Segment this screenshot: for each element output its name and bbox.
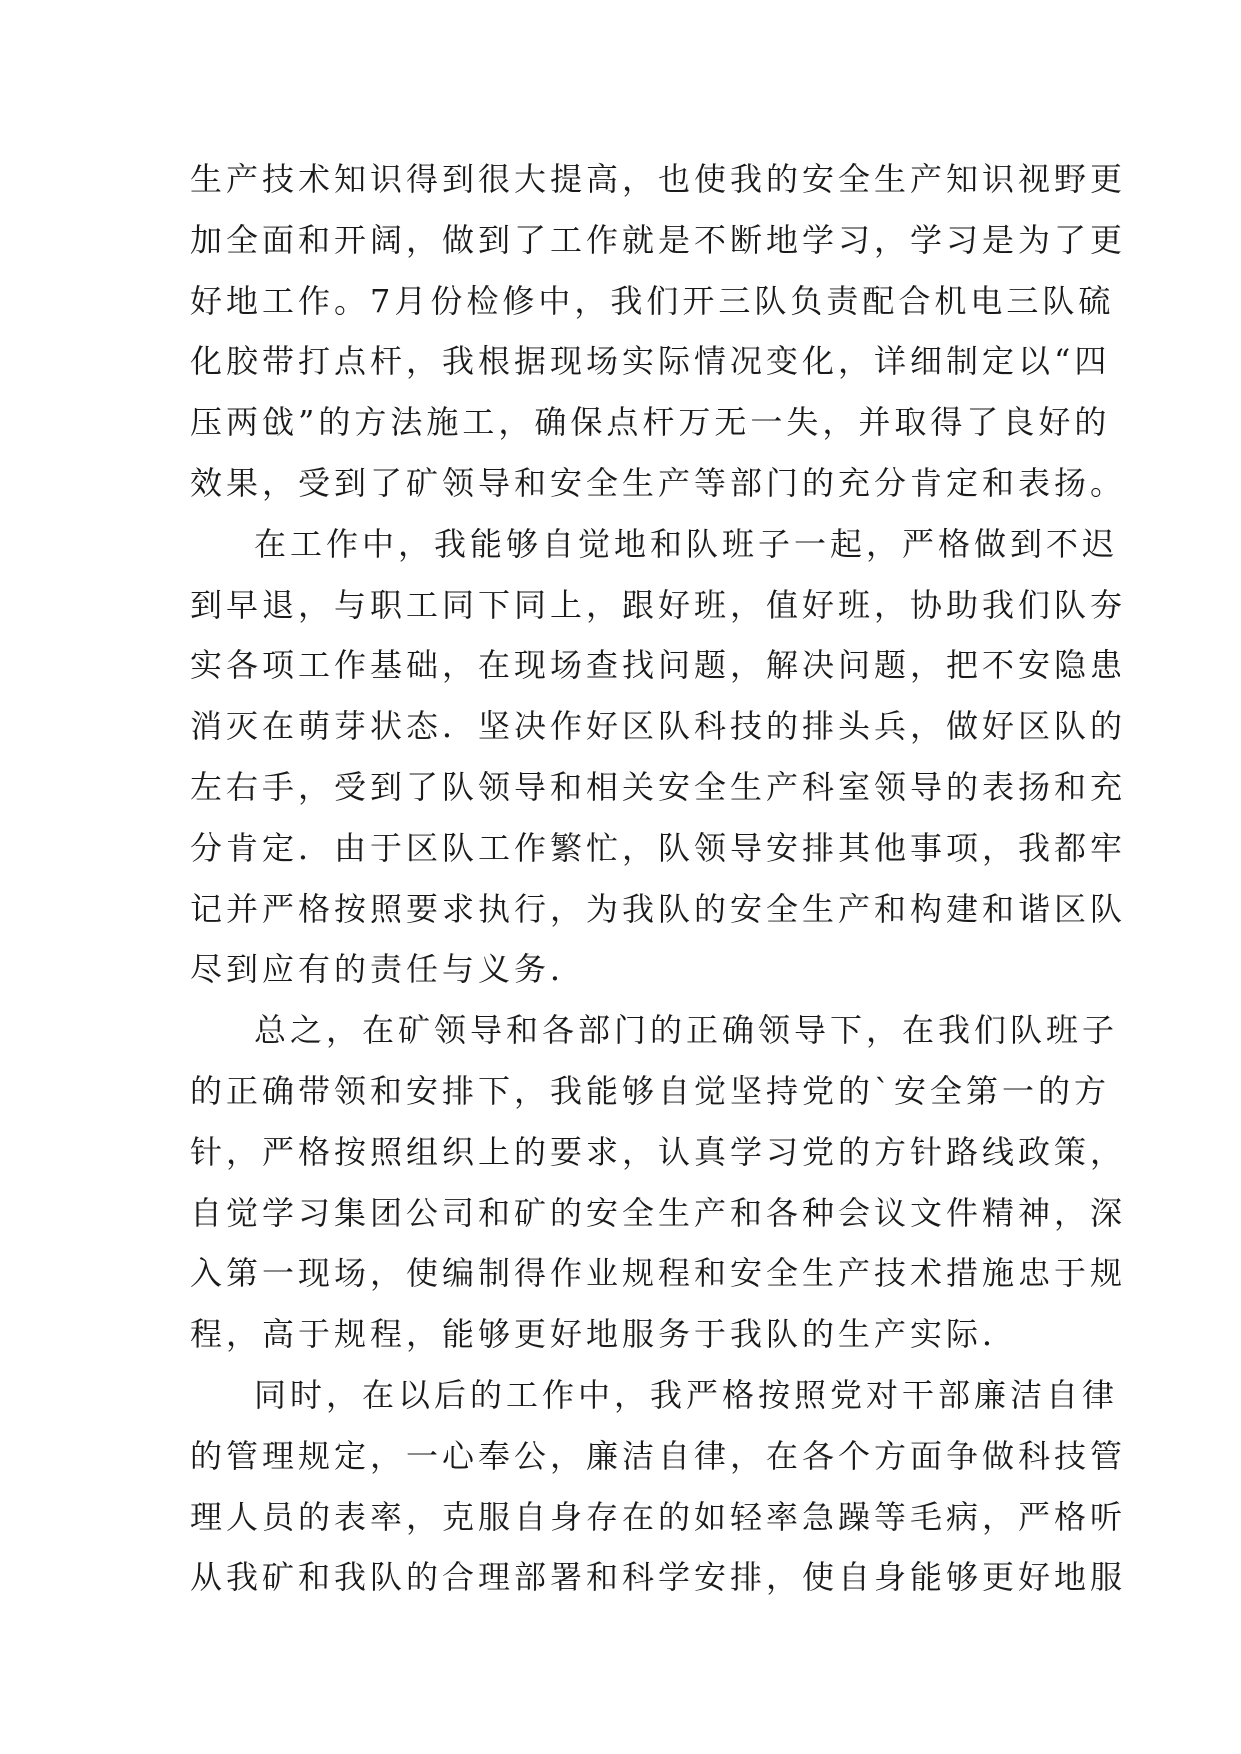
text-line: 理人员的表率，克服自身存在的如轻率急躁等毛病，严格听 [190, 1497, 1127, 1536]
text-line: 针，严格按照组织上的要求，认真学习党的方针路线政策， [190, 1132, 1127, 1171]
text-line: 压两戗”的方法施工，确保点杆万无一失，并取得了良好的 [190, 403, 1111, 442]
text-line: 记并严格按照要求执行，为我队的安全生产和构建和谐区队 [190, 889, 1127, 928]
text-line: 消灭在萌芽状态．坚决作好区队科技的排头兵，做好区队的 [190, 707, 1127, 746]
text-line: 实各项工作基础，在现场查找问题，解决问题，把不安隐患 [190, 646, 1127, 685]
text-line: 自觉学习集团公司和矿的安全生产和各种会议文件精神，深 [190, 1193, 1127, 1232]
text-line: 左右手，受到了队领导和相关安全生产科室领导的表扬和充 [190, 767, 1127, 806]
paragraph-first-line: 同时，在以后的工作中，我严格按照党对干部廉洁自律 [254, 1375, 1119, 1414]
text-line: 化胶带打点杆，我根据现场实际情况变化，详细制定以“四 [190, 342, 1111, 381]
text-line: 加全面和开阔，做到了工作就是不断地学习，学习是为了更 [190, 220, 1127, 259]
text-line: 生产技术知识得到很大提高，也使我的安全生产知识视野更 [190, 160, 1127, 198]
text-line: 到早退，与职工同下同上，跟好班，值好班，协助我们队夯 [190, 585, 1127, 624]
text-line: 效果，受到了矿领导和安全生产等部门的充分肯定和表扬。 [190, 463, 1127, 502]
body-text [190, 149, 1127, 1608]
text-line: 程，高于规程，能够更好地服务于我队的生产实际． [190, 1315, 1019, 1354]
text-line: 分肯定．由于区队工作繁忙，队领导安排其他事项，我都牢 [190, 828, 1127, 867]
paragraph-first-line: 总之，在矿领导和各部门的正确领导下，在我们队班子 [254, 1011, 1119, 1050]
text-line: 从我矿和我队的合理部署和科学安排，使自身能够更好地服 [190, 1558, 1127, 1597]
text-line: 的正确带领和安排下，我能够自觉坚持党的`安全第一的方 [190, 1071, 1111, 1110]
text-line: 尽到应有的责任与义务． [190, 950, 587, 989]
text-line: 入第一现场，使编制得作业规程和安全生产技术措施忠于规 [190, 1254, 1127, 1293]
paragraph-first-line: 在工作中，我能够自觉地和队班子一起，严格做到不迟 [254, 524, 1119, 563]
text-line: 好地工作。7月份检修中，我们开三队负责配合机电三队硫 [190, 281, 1115, 320]
text-line: 的管理规定，一心奉公，廉洁自律，在各个方面争做科技管 [190, 1436, 1127, 1475]
